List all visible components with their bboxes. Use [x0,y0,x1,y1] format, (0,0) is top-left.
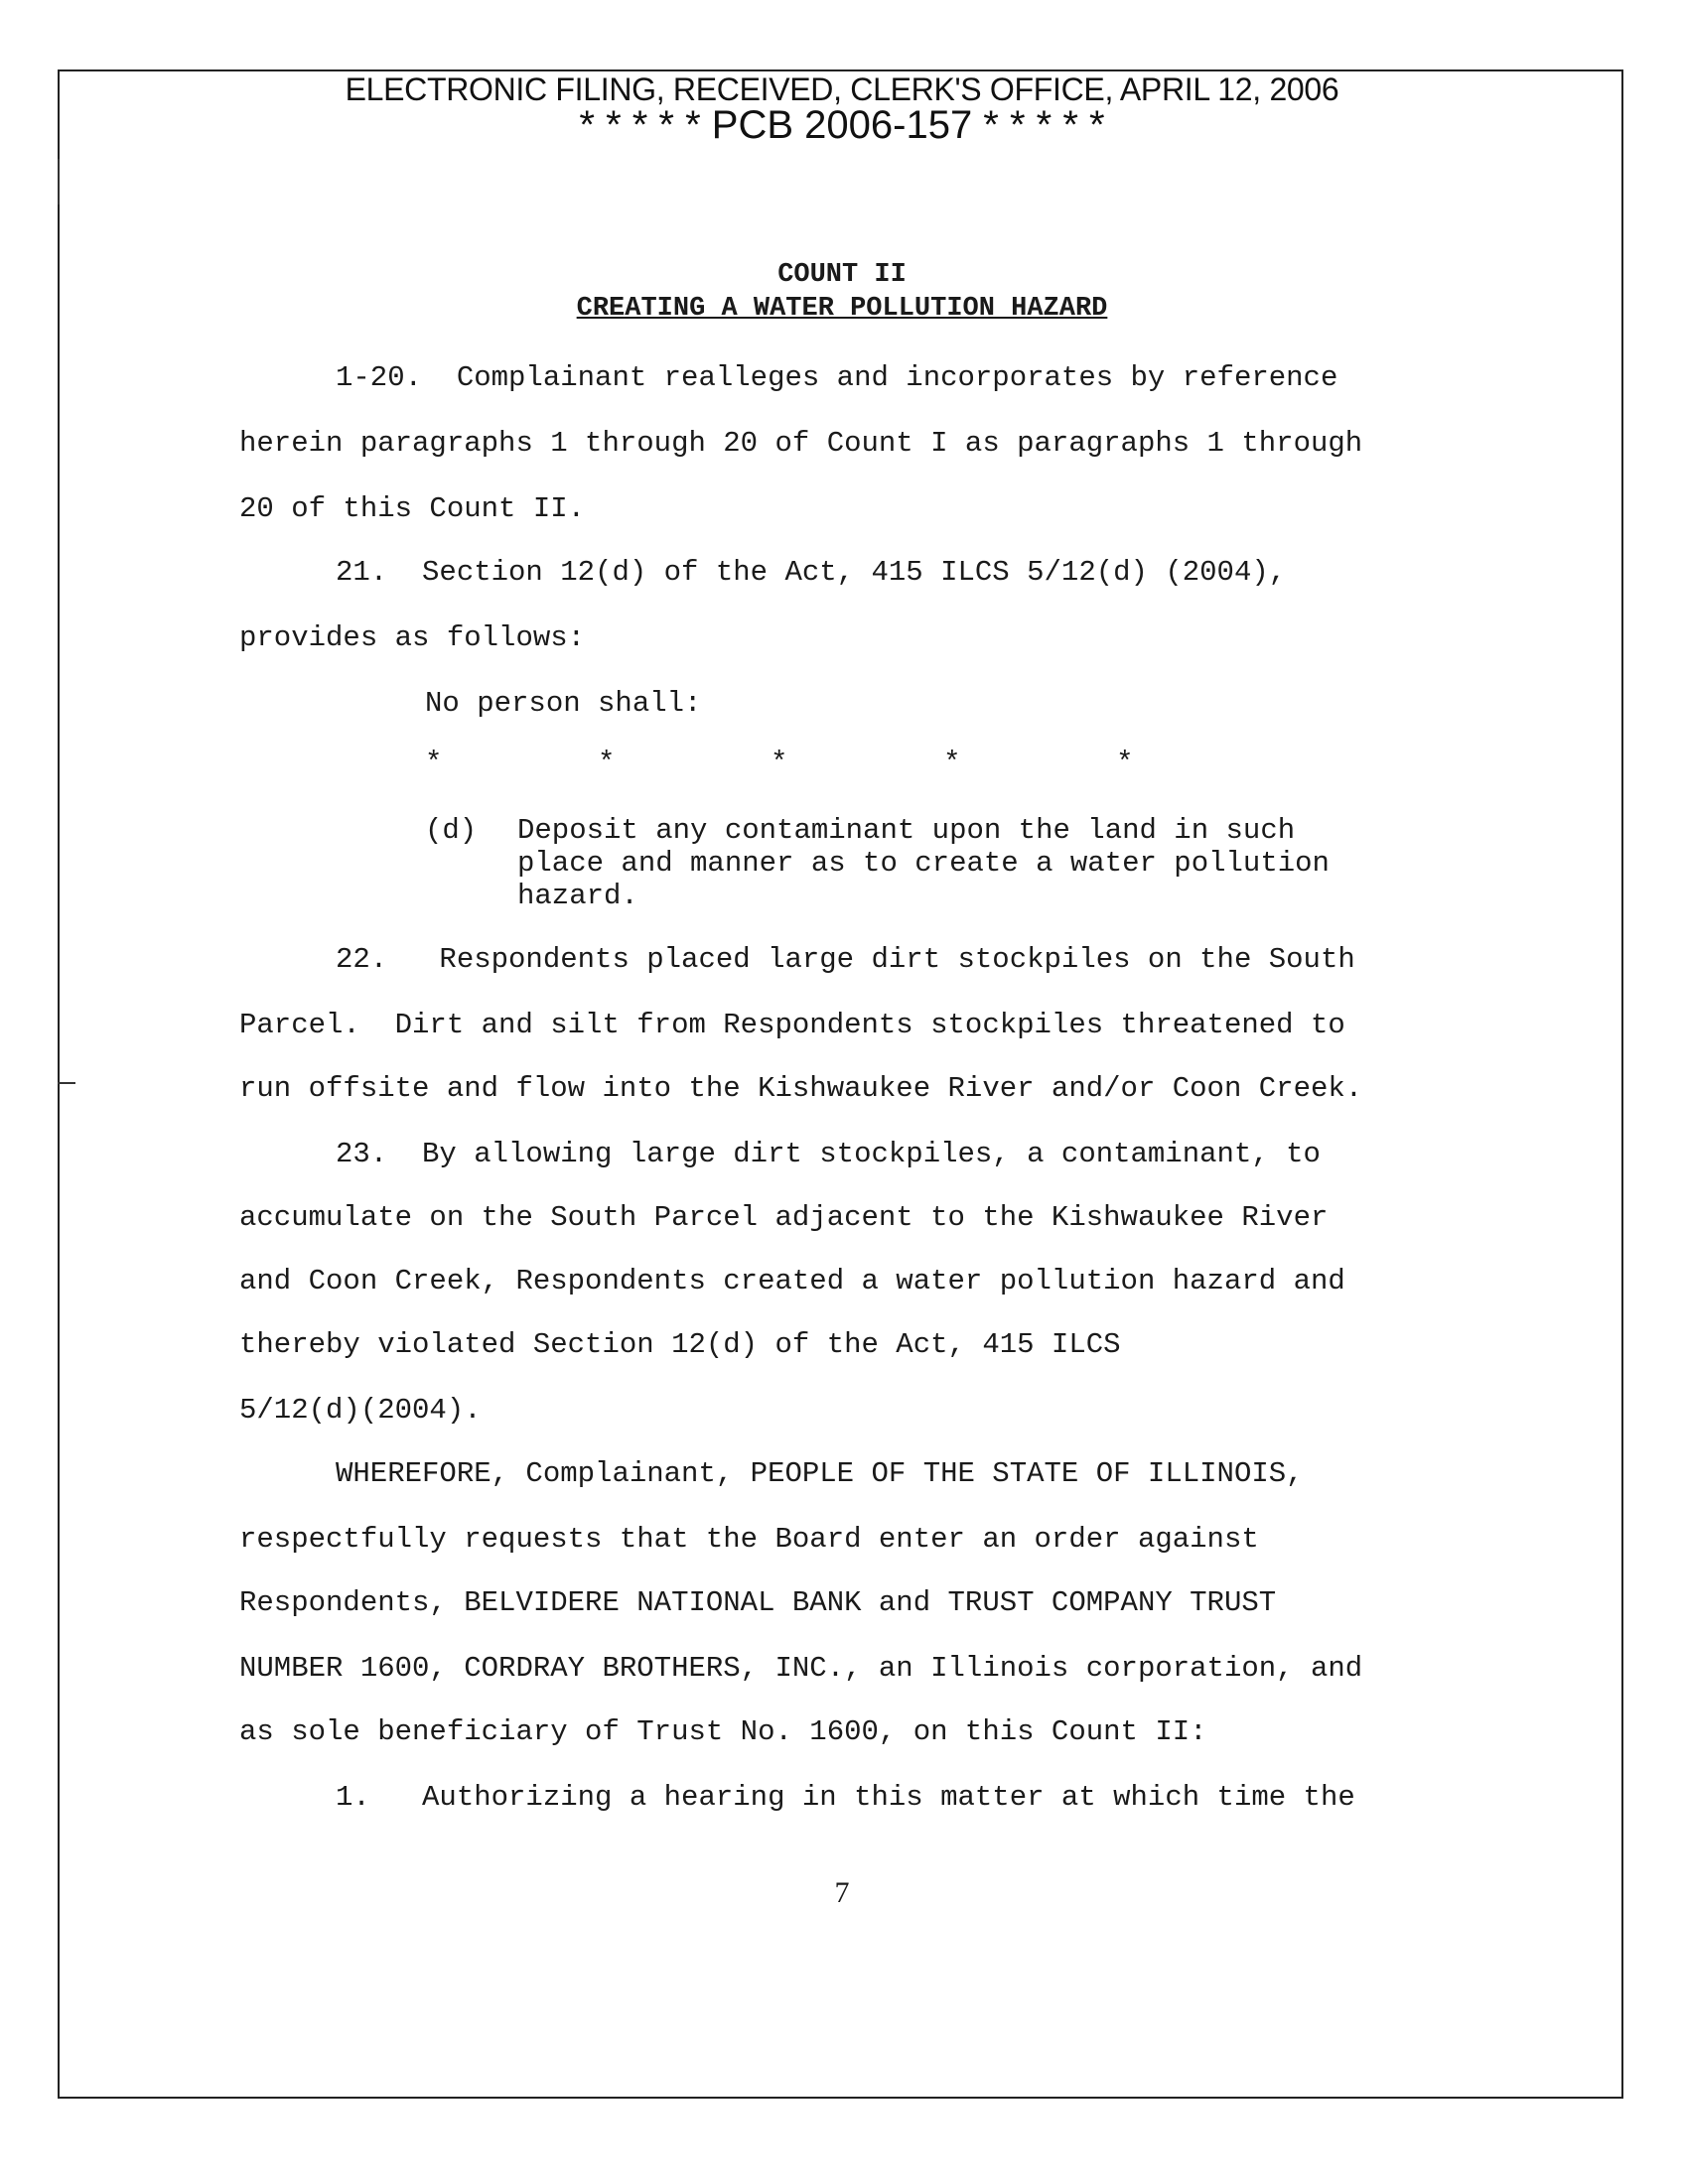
paragraph-line: 23. By allowing large dirt stockpiles, a contaminant, to [336,1138,1321,1170]
page-number: 7 [834,1876,850,1909]
paragraph-line: run offsite and flow into the Kishwaukee River and/or Coon Creek. [239,1072,1363,1105]
paragraph-line: and Coon Creek, Respondents created a water pollution hazard and [239,1265,1345,1297]
quote-intro: No person shall: [425,687,702,720]
paragraph-line: respectfully requests that the Board enter an order against [239,1523,1259,1556]
quote-line: place and manner as to create a water pollution [517,847,1330,880]
paragraph-line: as sole beneficiary of Trust No. 1600, on this Count II: [239,1715,1207,1748]
paragraph-line: 1-20. Complainant realleges and incorporates by reference [336,361,1338,394]
paragraph-line: Parcel. Dirt and silt from Respondents stockpiles threatened to [239,1009,1345,1041]
case-number: * * * * * PCB 2006-157 * * * * * [579,103,1105,147]
count-subtitle: CREATING A WATER POLLUTION HAZARD [576,294,1108,324]
quote-ellipsis: * * * * * [425,747,1134,779]
paragraph-line: accumulate on the South Parcel adjacent to the Kishwaukee River [239,1201,1329,1234]
paragraph-line: provides as follows: [239,621,586,654]
quote-item-label: (d) [425,814,478,847]
paragraph-line: thereby violated Section 12(d) of the Act, 415 ILCS [239,1328,1121,1361]
margin-mark [58,1082,75,1084]
paragraph-line: 5/12(d)(2004). [239,1394,482,1427]
quote-line: Deposit any contaminant upon the land in such [517,814,1296,847]
paragraph-line: 22. Respondents placed large dirt stockpiles on the South [336,943,1355,976]
filing-stamp: ELECTRONIC FILING, RECEIVED, CLERK'S OFFICE, APRIL 12, 2006 [345,71,1339,107]
count-title: COUNT II [777,260,907,290]
paragraph-line: 20 of this Count II. [239,492,586,525]
paragraph-line: 1. Authorizing a hearing in this matter at which time the [336,1781,1355,1814]
paragraph-line: WHEREFORE, Complainant, PEOPLE OF THE STATE OF ILLINOIS, [336,1457,1304,1490]
paragraph-line: 21. Section 12(d) of the Act, 415 ILCS 5/12(d) (2004), [336,556,1287,589]
margin-mark [58,159,60,205]
quote-line: hazard. [517,880,638,912]
paragraph-line: NUMBER 1600, CORDRAY BROTHERS, INC., an Illinois corporation, and [239,1652,1363,1685]
paragraph-line: Respondents, BELVIDERE NATIONAL BANK and TRUST COMPANY TRUST [239,1586,1277,1619]
paragraph-line: herein paragraphs 1 through 20 of Count I as paragraphs 1 through [239,427,1363,460]
